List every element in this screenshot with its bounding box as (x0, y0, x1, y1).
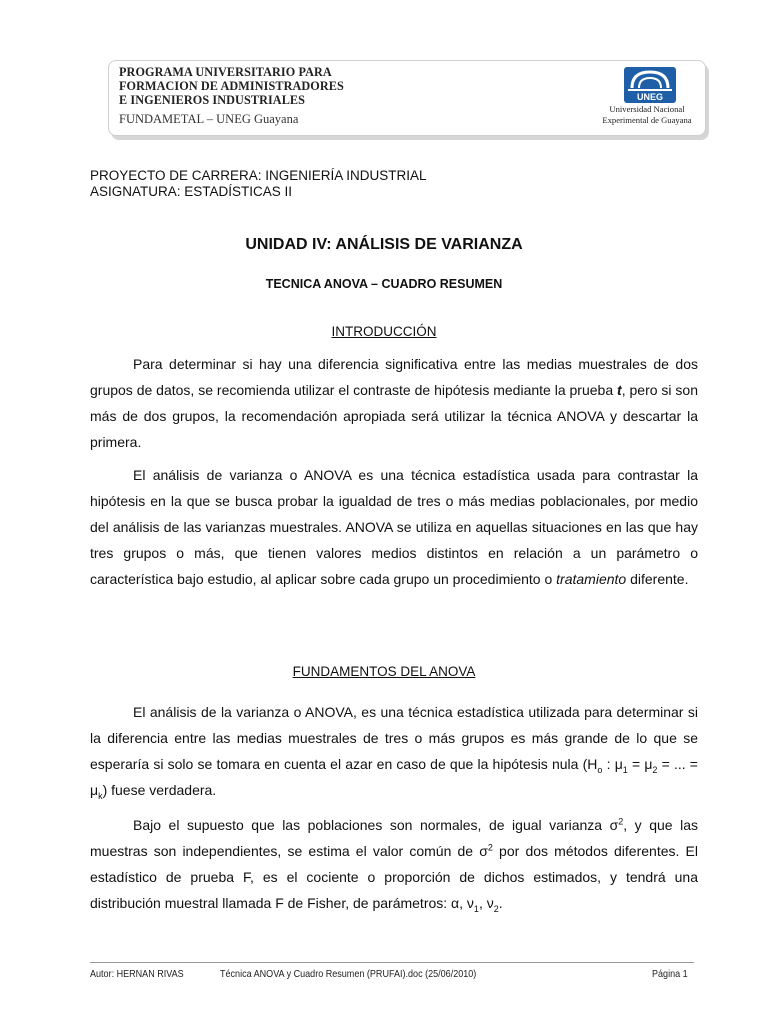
text-run: diferente. (626, 571, 689, 587)
subscript: 2 (493, 903, 499, 914)
fundamentos-paragraph-2 (90, 812, 698, 916)
text-run: El análisis de varianza o ANOVA es una técnica estadística usada para contrastar la hipótesis en la que se busca probar la igualdad de tres o más medias poblacionales, por medio del análisis de las varianzas muestrales. ANOVA se utiliza en aquellas situaciones en las que hay tres grupos o más, que tienen valores medios distintos en relación a un parámetro o característica bajo estudio, al aplicar sobre cada grupo un procedimiento o (90, 467, 698, 587)
text-run: : μ (602, 756, 623, 772)
footer-page-number: Página 1 (652, 968, 688, 980)
intro-paragraph-2 (90, 462, 698, 592)
project-info (90, 168, 427, 200)
subscript: 2 (652, 764, 658, 775)
unit-subtitle: TECNICA ANOVA – CUADRO RESUMEN (265, 277, 503, 291)
footer-author: Autor: HERNAN RIVAS (90, 968, 184, 980)
document-header (108, 60, 706, 136)
intro-paragraph-1 (90, 351, 698, 455)
superscript: 2 (487, 842, 493, 853)
intro-heading: INTRODUCCIÓN (331, 324, 437, 339)
program-line: FORMACION DE ADMINISTRADORES (119, 79, 344, 93)
text-run: = μ (627, 756, 653, 772)
university-name (587, 104, 707, 126)
subject-label: ASIGNATURA: ESTADÍSTICAS II (90, 184, 293, 199)
text-run: El análisis de la varianza o ANOVA, es una técnica estadística utilizada para determinar si la diferencia entre las medias muestrales de tres o más grupos es más grande de lo que se esperaría si solo se tomara en cuenta el azar en caso de que la hipótesis nula (H (90, 704, 698, 772)
superscript: 2 (618, 816, 624, 827)
text-run: Para determinar si hay una diferencia significativa entre las medias muestrales de dos grupos de datos, se recomienda utilizar el contraste de hipótesis mediante la prueba (90, 356, 698, 398)
text-run: = ... = μ (90, 756, 698, 798)
text-run: , ν (478, 895, 494, 911)
text-run: tratamiento (556, 571, 627, 587)
footer-divider (90, 962, 694, 963)
subscript: 1 (622, 764, 628, 775)
program-line: E INGENIEROS INDUSTRIALES (119, 93, 306, 107)
subscript: o (597, 764, 603, 775)
program-title (119, 65, 499, 107)
uneg-logo (622, 66, 678, 104)
subscript: 1 (473, 903, 479, 914)
program-line: PROGRAMA UNIVERSITARIO PARA (119, 65, 332, 79)
university-line: Universidad Nacional (609, 104, 685, 114)
text-run: Bajo el supuesto que las poblaciones son normales, de igual varianza σ (133, 817, 619, 833)
text-run: ) fuese verdadera. (102, 782, 217, 798)
fundamentos-heading: FUNDAMENTOS DEL ANOVA (292, 664, 476, 679)
logo-text: UNEG (636, 92, 664, 102)
text-run: t (617, 382, 622, 398)
career-label: PROYECTO DE CARRERA: INGENIERÍA INDUSTRIAL (90, 168, 427, 183)
text-run: . (498, 895, 503, 911)
fundamentos-paragraph-1 (90, 699, 698, 803)
fundametal-label: FUNDAMETAL – UNEG Guayana (119, 112, 299, 126)
unit-title: UNIDAD IV: ANÁLISIS DE VARIANZA (245, 236, 523, 253)
text-run: por dos métodos diferentes. El estadístico de prueba F, es el cociente o proporción de dichos estimados, y tendrá una distribución muestral llamada F de Fisher, de parámetros: α, ν (90, 843, 698, 911)
university-line: Experimental de Guayana (602, 115, 692, 125)
text-run: , pero si son más de dos grupos, la recomendación apropiada será utilizar la técnica ANOVA y descartar la primera. (90, 382, 698, 450)
subscript: k (98, 790, 103, 801)
footer-document: Técnica ANOVA y Cuadro Resumen (PRUFAI).doc (25/06/2010) (220, 968, 477, 980)
text-run: , y que las muestras son independientes, se estima el valor común de σ (90, 817, 698, 859)
